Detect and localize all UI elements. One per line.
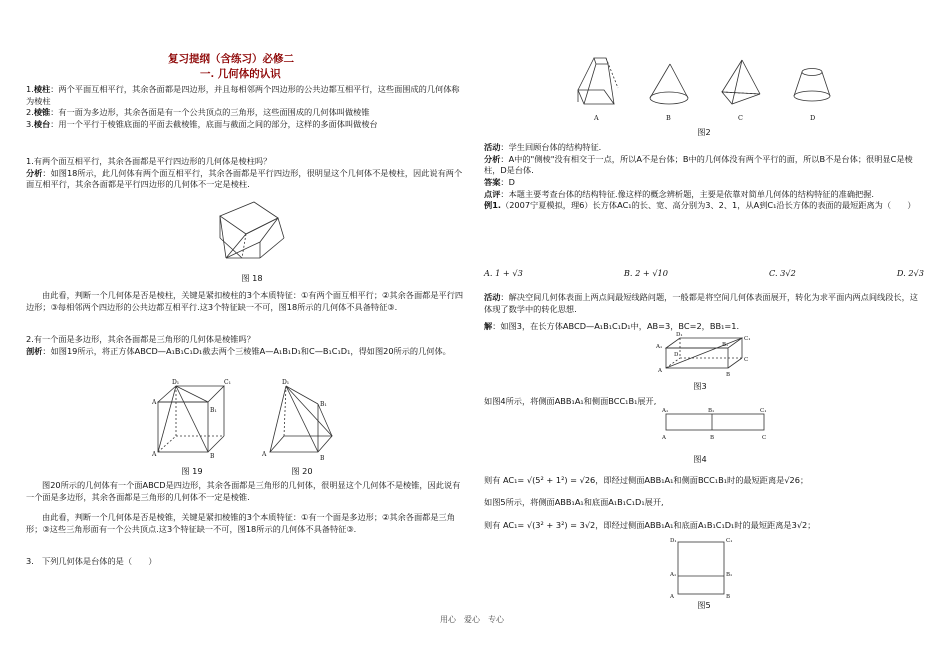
example-options xyxy=(484,268,924,280)
svg-text:B: B xyxy=(210,453,215,460)
svg-text:A₁: A₁ xyxy=(670,572,677,578)
svg-text:D₁: D₁ xyxy=(172,379,180,386)
definition-prism: 1.棱柱：两个平面互相平行，其余各面都是四边形，并且每相邻两个四边形的公共边都互相平行，这些面围成的几何体称为棱柱 xyxy=(26,84,460,106)
figure-20-caption: 图 20 xyxy=(291,466,313,476)
svg-text:D₁: D₁ xyxy=(676,332,683,338)
svg-text:A₁: A₁ xyxy=(656,344,663,350)
question-2-analysis: 剖析：如图19所示，将正方体ABCD—A₁B₁C₁D₁截去两个三棱锥A—A₁B₁D₁和C—B₁C₁D₁，得如图20所示的几何体。 xyxy=(26,345,451,356)
svg-text:C: C xyxy=(762,435,767,441)
question-2-paragraph-2: 由此看，判断一个几何体是否是棱锥，关键是紧扣棱锥的3个本质特征：①有一个面是多边形；②其余各面都是三角形；③这些三角形面有一个公共顶点.这3个特征缺一不可，图18所示的几何体不具备特征③. xyxy=(26,512,455,534)
question-1-text: 1.有两个面互相平行，其余各面都是平行四边形的几何体是棱柱吗？ xyxy=(26,156,272,166)
svg-text:C₁: C₁ xyxy=(760,408,767,414)
question-2 xyxy=(26,334,466,357)
activity-1: 活动：学生回顾台体的结构特征. xyxy=(484,142,602,152)
figure-2-label-b: B xyxy=(666,114,671,122)
formula-ac1-base: 则有 AC₁= √(3² + 3²) = 3√2，即经过侧面ABB₁A₁和底面A₁B₁C₁D₁时的最短距离是3√2； xyxy=(484,520,816,530)
figure-3-caption: 图3 xyxy=(693,381,707,391)
example-1: 例1.（2007宁夏模拟，理6）长方体AC₁的长、宽、高分别为3、2、1，从A到C₁沿长方体的表面的最短距离为（ ） xyxy=(484,200,916,211)
formula-ac1-sides: 则有 AC₁= √(5² + 1²) = √26，即经过侧面ABB₁A₁和侧面BCC₁B₁时的最短距离是√26； xyxy=(484,475,809,485)
option-c: C. 3√2 xyxy=(769,268,796,278)
svg-text:A: A xyxy=(662,435,666,441)
figure-3-drawing xyxy=(656,332,752,380)
page-subtitle: 一. 几何体的认识 xyxy=(200,68,281,80)
svg-text:B₁: B₁ xyxy=(210,407,217,414)
solution-block xyxy=(484,142,924,212)
svg-text:B₁: B₁ xyxy=(722,342,729,348)
answer: 答案：D xyxy=(484,176,515,187)
question-3-text: 3. 下列几何体是台体的是（ ） xyxy=(26,556,157,566)
definition-pyramid: 2.棱锥：有一面为多边形，其余各面是有一个公共顶点的三角形，这些面围成的几何体叫做棱锥 xyxy=(26,107,370,118)
figure-19-caption: 图 19 xyxy=(181,466,203,476)
figure-18-drawing xyxy=(212,198,292,270)
svg-text:D₁: D₁ xyxy=(670,538,677,544)
svg-text:D₁: D₁ xyxy=(282,379,290,386)
svg-text:A: A xyxy=(670,594,674,600)
figure-5-intro: 如图5所示，将侧面ABB₁A₁和底面A₁B₁C₁D₁展开, xyxy=(484,497,664,507)
svg-text:C₁: C₁ xyxy=(224,379,231,386)
figure-20-drawing xyxy=(262,379,342,462)
figure-4-caption: 图4 xyxy=(693,454,707,464)
figure-4-intro: 如图4所示，将侧面ABB₁A₁和侧面BCC₁B₁展开, xyxy=(484,396,657,406)
figure-5-drawing xyxy=(670,536,740,602)
figure-18-caption: 图 18 xyxy=(241,273,263,283)
figure-4-drawing xyxy=(662,406,772,444)
definitions xyxy=(26,84,466,131)
svg-text:A₁: A₁ xyxy=(662,408,669,414)
svg-text:B: B xyxy=(726,372,731,378)
svg-text:A: A xyxy=(658,368,662,374)
svg-text:B: B xyxy=(320,455,325,462)
analysis-2: 分析：A中的"侧棱"没有相交于一点，所以A不是台体；B中的几何体没有两个平行的面，所以B不是台体；很明显C是棱柱，D是台体. xyxy=(484,153,913,176)
option-a: A. 1 + √3 xyxy=(484,268,523,278)
solution-text: 解：如图3，在长方体ABCD—A₁B₁C₁D₁中，AB=3，BC=2，BB₁=1. xyxy=(484,321,740,331)
svg-text:B: B xyxy=(726,594,731,600)
svg-text:D: D xyxy=(674,352,679,358)
svg-text:C₁: C₁ xyxy=(744,336,751,342)
question-1-analysis: 分析：如图18所示，此几何体有两个面互相平行，其余各面都是平行四边形，很明显这个几何体不是棱柱，因此说有两个面互相平行，其余各面都是平行四边形的几何体不一定是棱柱. xyxy=(26,167,463,190)
comment: 点评：本题主要考查台体的结构特征.像这样的概念辨析题，主要是依靠对简单几何体的结构特征的准确把握. xyxy=(484,188,875,199)
option-b: B. 2 + √10 xyxy=(623,268,668,278)
figure-2-label-a: A xyxy=(594,114,599,122)
definition-frustum: 3.棱台：用一个平行于棱锥底面的平面去截棱锥，底面与截面之间的部分，这样的多面体叫做棱台 xyxy=(26,118,378,129)
svg-text:B₁: B₁ xyxy=(708,408,715,414)
svg-text:C: C xyxy=(744,357,749,363)
svg-text:B₁: B₁ xyxy=(726,572,733,578)
svg-text:A: A xyxy=(152,451,157,458)
svg-text:B: B xyxy=(710,435,715,441)
figure-2-label-d: D xyxy=(810,114,816,122)
page-title: 复习提纲（含练习）必修二 xyxy=(168,53,294,65)
figure-5-caption: 图5 xyxy=(697,600,711,610)
question-1-conclusion: 由此看，判断一个几何体是否是棱柱，关键是紧扣棱柱的3个本质特征：①有两个面互相平行；②其余各面都是平行四边形；③每相邻两个四边形的公共边都互相平行.这3个特征缺一不可，图18所示的几何体不具备特征③. xyxy=(26,290,464,312)
activity-2: 活动：解决空间几何体表面上两点间最短线路问题，一般都是将空间几何体表面展开，转化为求平面内两点间线段长，这体现了数学中的转化思想. xyxy=(484,292,918,314)
svg-text:A: A xyxy=(262,451,267,458)
question-2-paragraph-1: 图20所示的几何体有一个面ABCD是四边形，其余各面都是三角形的几何体，很明显这个几何体不是棱锥，因此说有一个面是多边形，其余各面都是三角形的几何体不一定是棱锥. xyxy=(26,480,461,502)
option-d: D. 2√3 xyxy=(896,268,924,278)
figure-2-drawing xyxy=(574,50,834,128)
figure-2-label-c: C xyxy=(738,114,743,122)
page-footer: 用心 爱心 专心 xyxy=(440,615,504,624)
svg-text:B₁: B₁ xyxy=(320,401,327,408)
question-2-text: 2.有一个面是多边形，其余各面都是三角形的几何体是棱锥吗？ xyxy=(26,334,255,344)
svg-text:A: A xyxy=(152,399,157,406)
figure-2-caption: 图2 xyxy=(697,127,711,137)
question-1 xyxy=(26,156,466,191)
svg-text:C₁: C₁ xyxy=(726,538,733,544)
figure-19-drawing xyxy=(152,379,232,462)
